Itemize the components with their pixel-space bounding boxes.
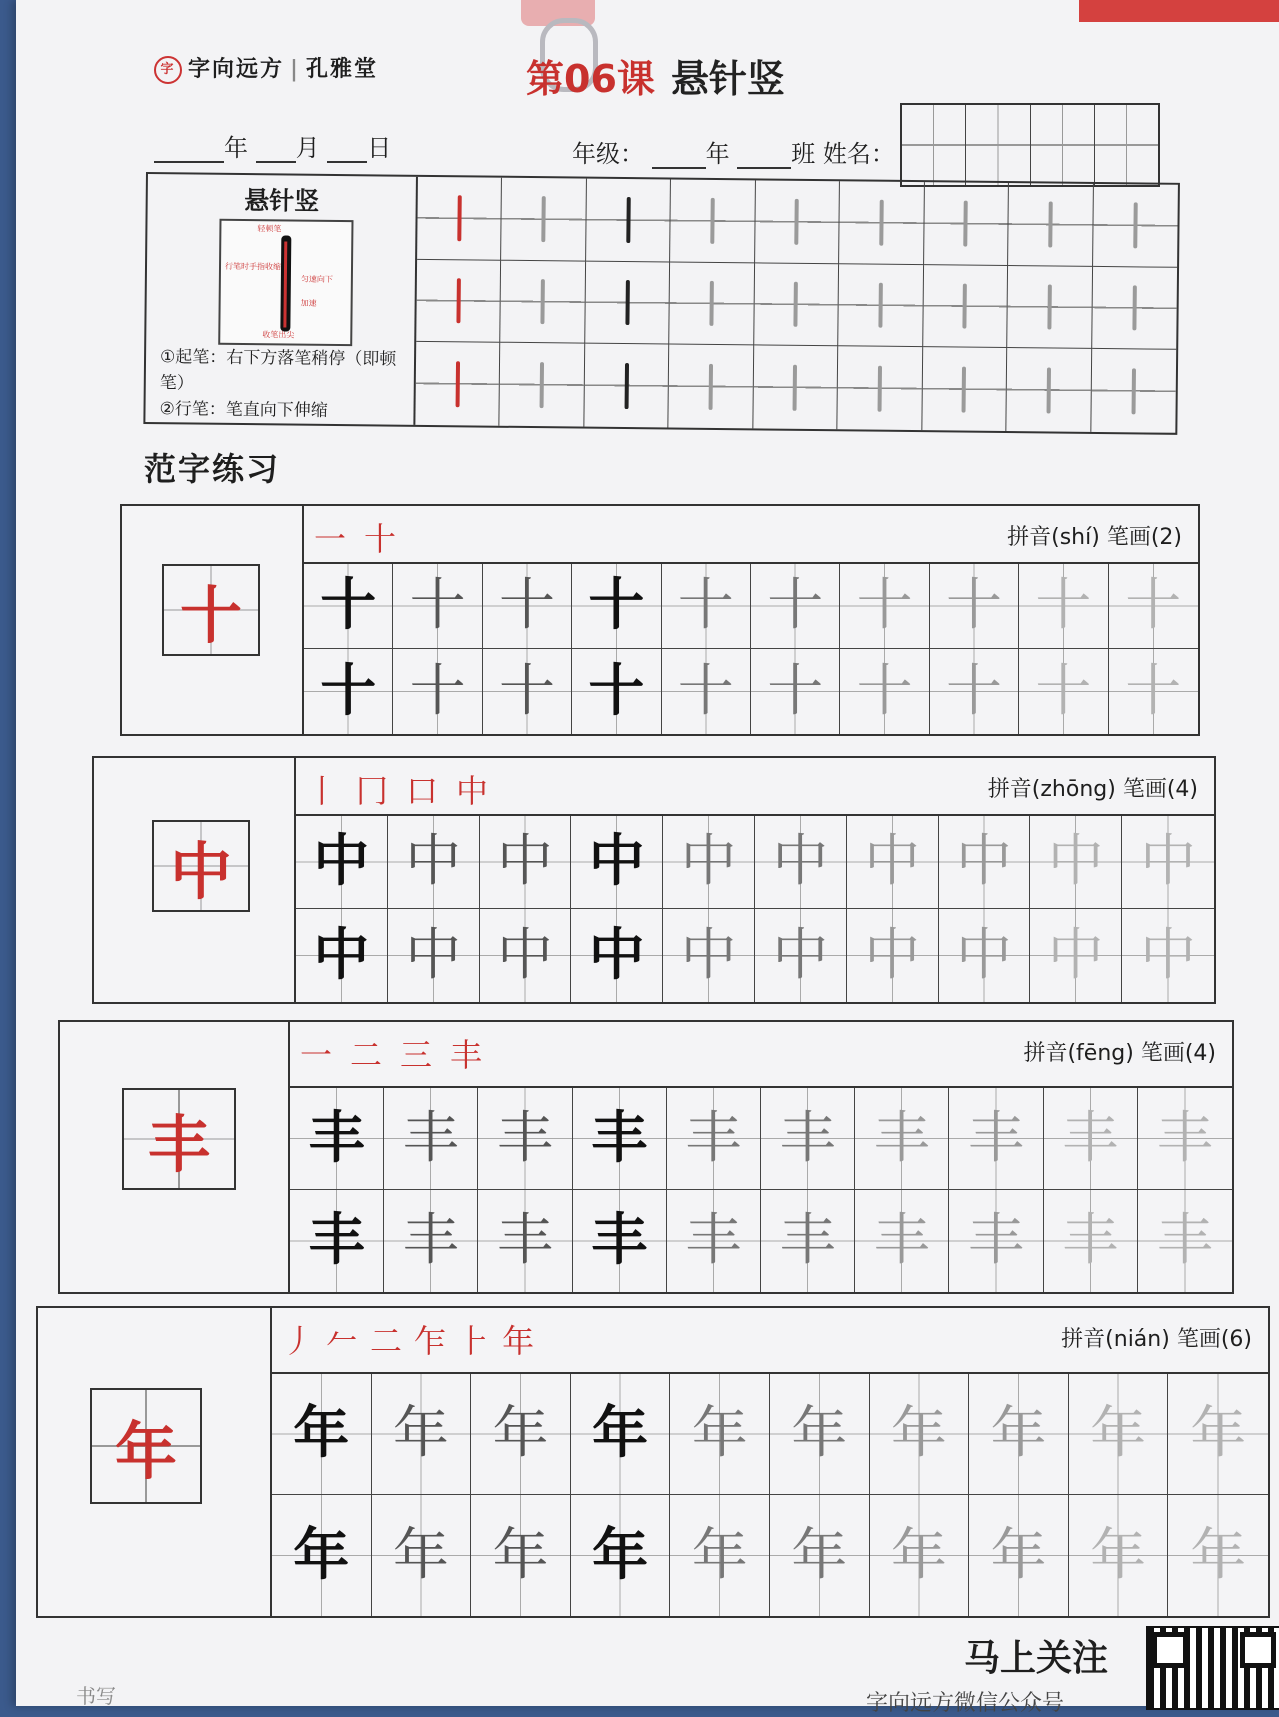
practice-cell[interactable]: 年 [471,1495,571,1616]
practice-cell[interactable]: 年 [571,1495,671,1616]
lesson-title: 悬针竖 [670,57,785,101]
stroke-mark [456,278,460,324]
stroke-mark [457,195,461,241]
stroke-cell[interactable] [669,345,754,429]
stroke-diagram [218,219,353,346]
practice-cell[interactable]: 丰 [761,1088,855,1190]
stroke-cell[interactable] [838,347,923,431]
strokes-label: 笔画(4) [1122,777,1198,802]
practice-cell[interactable]: 丰 [573,1088,667,1190]
practice-cell[interactable]: 丰 [290,1088,384,1190]
lesson-heading [526,48,785,103]
pinyin-info [1023,1036,1216,1067]
stroke-cell[interactable] [1008,183,1093,267]
order-step: 中 [456,772,507,810]
practice-cell[interactable]: 年 [670,1374,770,1495]
practice-cell[interactable]: 年 [471,1374,571,1495]
practice-cell[interactable]: 十 [572,564,661,649]
pinyin-label: 拼音(zhōng) [987,777,1116,802]
practice-cell[interactable]: 丰 [667,1088,761,1190]
practice-cell[interactable]: 中 [847,909,939,1002]
stroke-mark [710,198,714,244]
order-step: 二 [350,1036,401,1074]
practice-cell[interactable]: 十 [572,649,661,734]
stroke-mark [709,281,713,327]
practice-cell[interactable]: 中 [1030,816,1122,909]
pinyin-label: 拼音(nián) [1061,1327,1170,1352]
practice-cell[interactable]: 中 [663,816,755,909]
pinyin-info [1007,520,1182,551]
order-step: 年 [502,1322,547,1360]
order-step: 二 [370,1322,415,1360]
name-cell[interactable] [1095,105,1158,185]
practice-cell[interactable]: 十 [662,649,751,734]
lesson-number: 第06课 [526,57,655,101]
follow-text: 马上关注 [964,1638,1109,1679]
stroke-cell[interactable] [416,259,501,343]
stroke-cell[interactable] [501,260,586,344]
corner-note: 书写 [76,1684,116,1708]
stroke-cell[interactable] [1093,184,1178,268]
practice-cell[interactable]: 丰 [384,1190,478,1292]
name-grid[interactable] [900,103,1160,187]
char-block-1 [120,504,1200,736]
stroke-mark [709,363,713,409]
practice-cell[interactable]: 丰 [478,1190,572,1292]
stroke-cell[interactable] [923,265,1008,349]
brand-left: 字向远方 [188,56,285,82]
practice-cell[interactable]: 十 [304,649,393,734]
qr-finder [1152,1632,1188,1668]
stroke-cell[interactable] [754,263,839,347]
practice-cell[interactable]: 丰 [855,1088,949,1190]
model-char: 中 [152,820,250,912]
stroke-cell[interactable] [670,180,755,264]
practice-cell[interactable]: 十 [483,564,572,649]
stroke-cell[interactable] [922,347,1007,431]
stroke-cell[interactable] [585,261,670,345]
diagram-tag: 加速 [300,298,317,308]
model-area [122,506,304,734]
model-area [60,1022,290,1292]
stroke-mark [541,279,545,325]
order-step: 乍 [414,1322,459,1360]
model-char: 十 [162,564,260,656]
follow-subnote: 字向远方微信公众号 [866,1691,1065,1716]
stroke-cell[interactable] [924,182,1009,266]
practice-cell[interactable]: 中 [939,909,1031,1002]
practice-header [290,1022,1232,1088]
stroke-mark [1132,285,1136,331]
diagram-tag: 匀速向下 [300,274,333,284]
stroke-mark [964,201,968,247]
practice-grid [296,816,1214,1002]
pinyin-info [988,772,1198,803]
diagram-tag: 轻顿笔 [257,224,282,234]
practice-cell[interactable]: 年 [969,1495,1069,1616]
practice-cell[interactable]: 丰 [1044,1088,1138,1190]
practice-cell[interactable]: 中 [388,816,480,909]
practice-cell[interactable]: 十 [1109,649,1198,734]
order-step: 三 [400,1036,451,1074]
brand-right: 孔雅堂 [306,56,379,82]
diagram-tag: 行笔时手指收缩 [224,261,282,272]
practice-cell[interactable]: 丰 [384,1088,478,1190]
order-step: 丨 [306,772,357,810]
stroke-practice-box [143,172,1180,435]
practice-cell[interactable]: 丰 [761,1190,855,1292]
practice-cell[interactable]: 十 [1109,564,1198,649]
class-label: 班 [791,140,816,168]
stroke-cell[interactable] [586,179,671,263]
stroke-note-2: ②行笔：笔直向下伸缩 [159,399,328,421]
stroke-cell[interactable] [502,178,587,262]
stroke-order [314,514,414,560]
stroke-cell[interactable] [1006,348,1091,432]
practice-cell[interactable]: 年 [1069,1374,1169,1495]
practice-cell[interactable]: 十 [930,649,1019,734]
practice-cell[interactable]: 年 [870,1374,970,1495]
practice-cell[interactable]: 十 [930,564,1019,649]
stroke-order [306,766,506,812]
name-label: 姓名： [822,140,895,168]
stroke-mark [541,196,545,242]
brand-divider: | [290,56,301,82]
stroke-title: 悬针竖 [244,186,320,216]
char-block-3 [58,1020,1234,1294]
stroke-cell[interactable] [415,342,500,426]
stroke-cell[interactable] [500,343,585,427]
brand-seal-icon: 字 [154,56,182,84]
order-step: 一 [300,1036,351,1074]
practice-cell[interactable]: 年 [1168,1374,1268,1495]
order-step: 十 [364,520,415,558]
practice-cell[interactable]: 年 [272,1495,372,1616]
practice-cell[interactable]: 中 [939,816,1031,909]
practice-cell[interactable]: 年 [670,1495,770,1616]
practice-cell[interactable]: 丰 [667,1190,761,1292]
practice-cell[interactable]: 丰 [1044,1190,1138,1292]
practice-grid [290,1088,1232,1292]
day-blank[interactable] [327,161,367,163]
stroke-cell[interactable] [1092,267,1177,351]
practice-cell[interactable]: 中 [571,909,663,1002]
stroke-cell[interactable] [670,262,755,346]
stroke-mark [795,199,799,245]
practice-cell[interactable]: 中 [1122,909,1214,1002]
practice-cell[interactable]: 十 [393,564,482,649]
practice-cell[interactable]: 中 [480,816,572,909]
practice-cell[interactable]: 丰 [1138,1190,1232,1292]
stroke-mark [794,281,798,327]
stroke-mark [962,366,966,412]
practice-cell[interactable]: 十 [304,564,393,649]
practice-cell[interactable]: 丰 [855,1190,949,1292]
practice-area [290,1022,1232,1292]
stroke-mark [625,280,629,326]
name-cell[interactable] [1031,105,1095,185]
strokes-label: 笔画(4) [1140,1041,1216,1066]
grade-blank[interactable] [652,167,706,169]
practice-cell[interactable]: 十 [483,649,572,734]
worksheet-page [16,0,1279,1716]
order-step: 口 [406,772,457,810]
pinyin-label: 拼音(shí) [1007,525,1100,550]
order-step: 𠂉 [326,1322,371,1360]
practice-header [304,506,1198,564]
qr-code[interactable] [1146,1626,1279,1710]
practice-cell[interactable]: 丰 [573,1190,667,1292]
stroke-mark [1046,367,1050,413]
strokes-label: 笔画(6) [1176,1327,1252,1352]
practice-cell[interactable]: 年 [372,1374,472,1495]
practice-cell[interactable]: 中 [663,909,755,1002]
practice-header [272,1308,1268,1374]
brand-logo [154,52,378,84]
stroke-cell[interactable] [417,177,502,261]
diagram-tag: 收笔出尖 [262,330,295,340]
practice-cell[interactable]: 丰 [949,1088,1043,1190]
practice-cell[interactable]: 丰 [1138,1088,1232,1190]
practice-cell[interactable]: 十 [751,564,840,649]
model-area [94,758,296,1002]
year-blank[interactable] [154,161,224,163]
stroke-mark [1047,284,1051,330]
order-step: 丰 [450,1036,501,1074]
stroke-cell[interactable] [838,264,923,348]
practice-area [272,1308,1268,1616]
month-blank[interactable] [256,161,296,163]
practice-cell[interactable]: 年 [1069,1495,1169,1616]
order-step: 丿 [282,1322,327,1360]
stroke-mark [1048,201,1052,247]
practice-cell[interactable]: 中 [1030,909,1122,1002]
practice-cell[interactable]: 年 [272,1374,372,1495]
pinyin-label: 拼音(fēng) [1023,1041,1134,1066]
stroke-mark [1131,368,1135,414]
stroke-mark [455,361,459,407]
practice-cell[interactable]: 十 [662,564,751,649]
strokes-label: 笔画(2) [1106,525,1182,550]
stroke-mark [624,363,628,409]
order-step: 一 [314,520,365,558]
practice-grid [272,1374,1268,1616]
stroke-cell[interactable] [1091,349,1176,433]
name-cell[interactable] [902,105,966,185]
practice-area [296,758,1214,1002]
stroke-cell[interactable] [1007,266,1092,350]
model-char: 年 [90,1388,202,1504]
practice-cell[interactable]: 中 [571,816,663,909]
practice-cell[interactable]: 中 [755,909,847,1002]
stroke-mark [877,365,881,411]
stroke-order [282,1316,546,1362]
practice-cell[interactable]: 十 [393,649,482,734]
stroke-grid [415,177,1178,433]
practice-cell[interactable]: 十 [1019,564,1108,649]
practice-area [304,506,1198,734]
background-folder-corner [1079,0,1279,22]
practice-cell[interactable]: 年 [1168,1495,1268,1616]
practice-cell[interactable]: 年 [372,1495,472,1616]
practice-cell[interactable]: 中 [296,816,388,909]
stroke-mark [626,197,630,243]
char-block-4 [36,1306,1270,1618]
stroke-cell[interactable] [753,346,838,430]
stroke-mark [963,283,967,329]
order-step: 冂 [356,772,407,810]
order-step: ⺊ [458,1322,503,1360]
stroke-mark [879,200,883,246]
practice-cell[interactable]: 年 [571,1374,671,1495]
practice-cell[interactable]: 中 [296,909,388,1002]
practice-cell[interactable]: 中 [480,909,572,1002]
stroke-explanation [145,174,418,425]
practice-cell[interactable]: 十 [840,649,929,734]
stroke-mark [1133,202,1137,248]
practice-cell[interactable]: 十 [751,649,840,734]
model-char: 丰 [122,1088,236,1190]
practice-cell[interactable]: 中 [755,816,847,909]
stroke-cell[interactable] [755,180,840,264]
month-label: 月 [295,134,320,162]
stroke-mark [793,364,797,410]
stroke-note-1: ①起笔：右下方落笔稍停（即顿笔） [159,347,397,394]
practice-cell[interactable]: 丰 [478,1088,572,1190]
pinyin-info [1061,1322,1252,1353]
year-label: 年 [224,134,248,162]
practice-cell[interactable]: 年 [770,1495,870,1616]
stroke-order [300,1030,500,1076]
practice-cell[interactable]: 中 [1122,816,1214,909]
practice-grid [304,564,1198,734]
section-title: 范字练习 [144,450,281,488]
qr-finder [1240,1632,1276,1668]
practice-cell[interactable]: 年 [870,1495,970,1616]
practice-cell[interactable]: 丰 [949,1190,1043,1292]
stroke-cell[interactable] [584,344,669,428]
grade-year-label: 年 [705,140,730,168]
grade-label: 年级： [572,140,644,168]
model-area [38,1308,272,1616]
practice-cell[interactable]: 丰 [290,1190,384,1292]
practice-header [296,758,1214,816]
stroke-mark [540,362,544,408]
stroke-mark [878,282,882,328]
practice-cell[interactable]: 十 [1019,649,1108,734]
practice-cell[interactable]: 十 [840,564,929,649]
practice-cell[interactable]: 中 [388,909,480,1002]
practice-cell[interactable]: 年 [770,1374,870,1495]
name-cell[interactable] [966,105,1030,185]
day-label: 日 [367,134,392,162]
date-line [154,128,391,163]
stroke-cell[interactable] [839,181,924,265]
class-line [572,134,895,169]
practice-cell[interactable]: 中 [847,816,939,909]
char-block-2 [92,756,1216,1004]
class-blank[interactable] [737,167,791,169]
practice-cell[interactable]: 年 [969,1374,1069,1495]
stroke-notes [159,344,408,425]
